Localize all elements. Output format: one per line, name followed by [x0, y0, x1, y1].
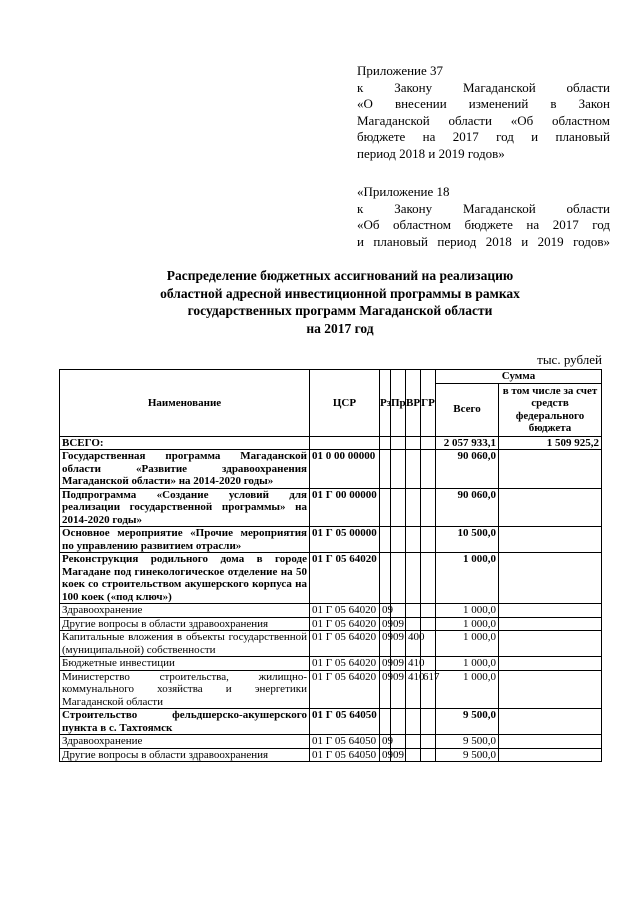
row-gr — [421, 617, 436, 631]
row-name: Строительство фельдшерско-акушерского пункта в с. Тахтоямск — [60, 709, 310, 735]
row-name: Здравоохранение — [60, 604, 310, 618]
row-rz: 09 — [380, 748, 391, 762]
row-csr: 01 Г 05 64050 — [310, 735, 380, 749]
row-pr: 09 — [391, 617, 406, 631]
row-federal — [499, 709, 602, 735]
row-vr — [406, 748, 421, 762]
row-name: Подпрограмма «Создание условий для реализации государственной программы» на 2014-2020 годы» — [60, 488, 310, 527]
row-name: Министерство строительства, жилищно-коммунального хозяйства и энергетики Магаданской области — [60, 670, 310, 709]
table-row — [60, 617, 602, 631]
row-pr — [391, 488, 406, 527]
row-federal — [499, 617, 602, 631]
row-csr: 01 Г 05 64020 — [310, 553, 380, 604]
row-csr: 01 Г 05 64020 — [310, 604, 380, 618]
title-line: государственных программ Магаданской области — [187, 303, 493, 318]
appendix-line: «Об областном бюджете на 2017 год — [357, 217, 610, 232]
row-total: 1 000,0 — [436, 553, 499, 604]
row-name: Другие вопросы в области здравоохранения — [60, 748, 310, 762]
appendix-line: и плановый период 2018 и 2019 годов» — [357, 233, 610, 249]
table-row — [60, 488, 602, 527]
row-gr — [421, 527, 436, 553]
row-name: Другие вопросы в области здравоохранения — [60, 617, 310, 631]
appendix-line: «Приложение 18 — [357, 184, 450, 199]
row-total: 90 060,0 — [436, 488, 499, 527]
appendix-18-block — [357, 184, 610, 250]
row-rz: 09 — [380, 735, 391, 749]
row-gr — [421, 709, 436, 735]
row-federal — [499, 631, 602, 657]
row-gr — [421, 553, 436, 604]
row-pr: 09 — [391, 670, 406, 709]
appendix-line: период 2018 и 2019 годов» — [357, 145, 505, 161]
appendix-line: «О внесении изменений в Закон — [357, 96, 610, 111]
row-vr — [406, 450, 421, 489]
row-gr — [421, 488, 436, 527]
row-rz: 09 — [380, 670, 391, 709]
row-total: 1 000,0 — [436, 604, 499, 618]
row-vr: 410 — [406, 670, 421, 709]
row-name: Государственная программа Магаданской области «Развитие здравоохранения Магаданской области» на 2014-2020 годы» — [60, 450, 310, 489]
row-federal — [499, 735, 602, 749]
row-pr: 09 — [391, 631, 406, 657]
row-pr — [391, 527, 406, 553]
row-vr: 410 — [406, 657, 421, 671]
header-pr: Пр — [391, 370, 406, 437]
header-gr: ГР — [421, 370, 436, 437]
row-csr: 01 Г 05 64050 — [310, 709, 380, 735]
row-federal — [499, 450, 602, 489]
row-federal — [499, 657, 602, 671]
row-vr — [406, 735, 421, 749]
total-federal-value: 1 509 925,2 — [499, 436, 602, 450]
row-pr — [391, 709, 406, 735]
row-name: Основное мероприятие «Прочие мероприятия по управлению развитием отрасли» — [60, 527, 310, 553]
table-row — [60, 735, 602, 749]
header-csr: ЦСР — [310, 370, 380, 437]
title-line: на 2017 год — [306, 320, 374, 336]
row-gr — [421, 450, 436, 489]
row-gr: 617 — [421, 670, 436, 709]
row-vr — [406, 553, 421, 604]
table-row — [60, 657, 602, 671]
row-rz — [380, 553, 391, 604]
row-pr — [391, 450, 406, 489]
units-label: тыс. рублей — [537, 352, 602, 367]
row-csr: 01 Г 05 64020 — [310, 670, 380, 709]
row-rz — [380, 450, 391, 489]
row-csr: 01 Г 05 64020 — [310, 657, 380, 671]
row-vr — [406, 604, 421, 618]
total-value: 2 057 933,1 — [436, 436, 499, 450]
row-csr: 01 Г 00 00000 — [310, 488, 380, 527]
row-total: 10 500,0 — [436, 527, 499, 553]
header-sum: Сумма — [436, 370, 602, 384]
row-rz: 09 — [380, 631, 391, 657]
header-total: Всего — [436, 383, 499, 436]
appendix-line: к Закону Магаданской области — [357, 79, 610, 95]
appendix-line: к Закону Магаданской области — [357, 200, 610, 216]
row-total: 9 500,0 — [436, 735, 499, 749]
row-rz — [380, 488, 391, 527]
row-federal — [499, 604, 602, 618]
row-total: 9 500,0 — [436, 748, 499, 762]
row-name: Здравоохранение — [60, 735, 310, 749]
row-rz: 09 — [380, 657, 391, 671]
row-name: Реконструкция родильного дома в городе Магадане под гинекологическое отделение на 50 коек со строительством акушерского корпуса на 100 коек («под ключ») — [60, 553, 310, 604]
row-gr — [421, 735, 436, 749]
appendix-line: Приложение 37 — [357, 63, 444, 78]
table-row — [60, 709, 602, 735]
table-row — [60, 748, 602, 762]
appendix-line: бюджете на 2017 год и плановый — [357, 129, 610, 144]
row-pr — [391, 553, 406, 604]
budget-table — [59, 369, 602, 762]
table-row — [60, 631, 602, 657]
header-federal: в том числе за счет средств федерального бюджета — [499, 383, 602, 436]
header-name: Наименование — [60, 370, 310, 437]
row-csr: 01 Г 05 64020 — [310, 617, 380, 631]
header-rz: Рз — [380, 370, 391, 437]
appendix-37-block — [357, 63, 610, 162]
row-total: 9 500,0 — [436, 709, 499, 735]
row-rz — [380, 527, 391, 553]
table-row — [60, 670, 602, 709]
row-rz: 09 — [380, 617, 391, 631]
row-vr — [406, 488, 421, 527]
row-vr — [406, 709, 421, 735]
row-pr: 09 — [391, 657, 406, 671]
row-pr: 09 — [391, 748, 406, 762]
row-csr: 01 Г 05 64050 — [310, 748, 380, 762]
row-vr — [406, 617, 421, 631]
document-title — [60, 267, 620, 337]
row-federal — [499, 748, 602, 762]
total-row — [60, 436, 602, 450]
title-line: Распределение бюджетных ассигнований на реализацию — [166, 268, 514, 283]
row-vr — [406, 527, 421, 553]
row-total: 1 000,0 — [436, 617, 499, 631]
header-vr: ВР — [406, 370, 421, 437]
row-gr — [421, 604, 436, 618]
row-vr: 400 — [406, 631, 421, 657]
row-rz — [380, 709, 391, 735]
table-row — [60, 604, 602, 618]
row-gr — [421, 748, 436, 762]
row-csr: 01 Г 05 00000 — [310, 527, 380, 553]
row-name: Бюджетные инвестиции — [60, 657, 310, 671]
title-line: областной адресной инвестиционной программы в рамках — [160, 285, 520, 301]
row-total: 90 060,0 — [436, 450, 499, 489]
row-federal — [499, 488, 602, 527]
appendix-line: Магаданской области «Об областном — [357, 112, 610, 128]
row-csr: 01 0 00 00000 — [310, 450, 380, 489]
row-federal — [499, 670, 602, 709]
row-total: 1 000,0 — [436, 631, 499, 657]
table-row — [60, 450, 602, 489]
row-total: 1 000,0 — [436, 670, 499, 709]
row-name: Капитальные вложения в объекты государственной (муниципальной) собственности — [60, 631, 310, 657]
table-row — [60, 527, 602, 553]
row-federal — [499, 553, 602, 604]
row-rz: 09 — [380, 604, 391, 618]
row-csr: 01 Г 05 64020 — [310, 631, 380, 657]
table-row — [60, 553, 602, 604]
total-label: ВСЕГО: — [60, 436, 310, 450]
row-total: 1 000,0 — [436, 657, 499, 671]
row-federal — [499, 527, 602, 553]
